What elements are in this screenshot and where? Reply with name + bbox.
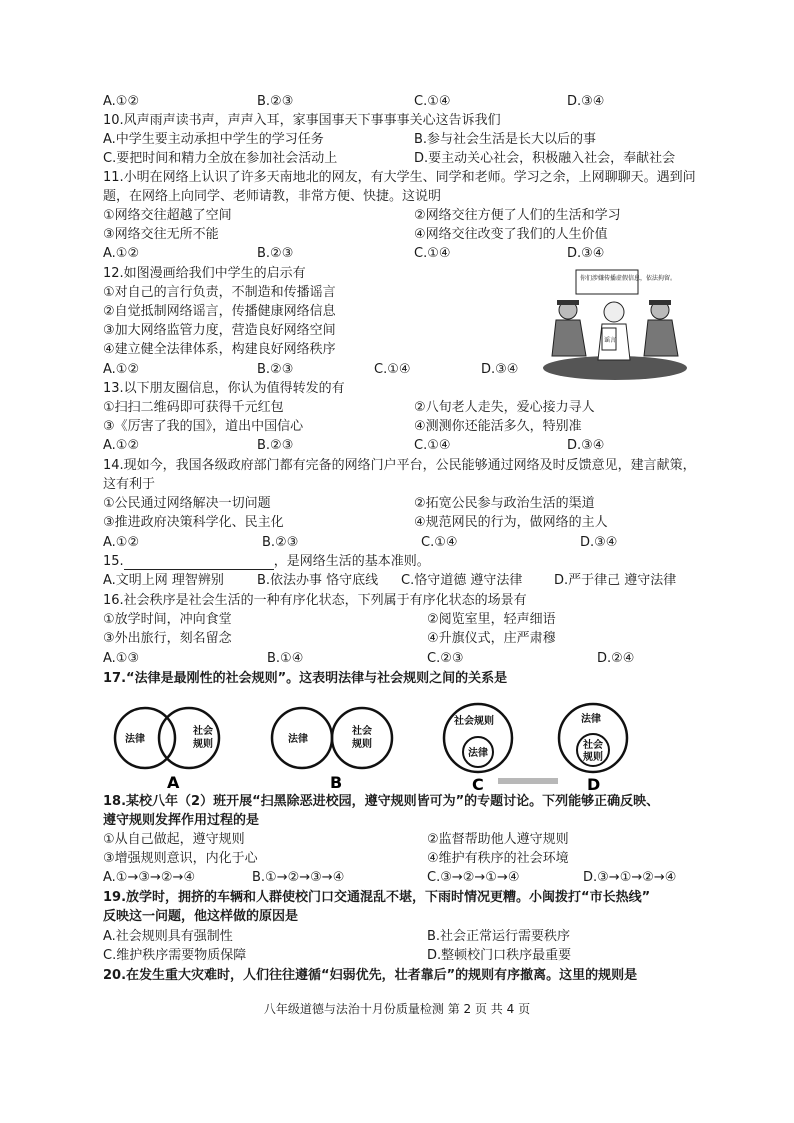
q15-prefix: 15.	[103, 554, 124, 569]
q15-answer-blank[interactable]	[124, 557, 274, 570]
q10-option-d: D.要主动关心社会，积极融入社会，奉献社会	[414, 151, 676, 166]
q11-option-c: C.①④	[414, 246, 451, 261]
q12-option-c: C.①④	[374, 362, 411, 377]
q13-option-d: D.③④	[567, 438, 605, 453]
q19-option-c: C.维护秩序需要物质保障	[103, 948, 247, 963]
q16-item-4: ④升旗仪式，庄严肃穆	[427, 631, 556, 646]
q15-suffix: ，是网络生活的基本准则。	[273, 554, 430, 569]
q14-item-3: ③推进政府决策科学化、民主化	[103, 515, 284, 530]
q12-option-d: D.③④	[481, 362, 519, 377]
q10-stem: 10.风声雨声读书声，声声入耳，家事国事天下事事事关心这告诉我们	[103, 113, 501, 128]
q10-option-a: A.中学生要主动承担中学生的学习任务	[103, 132, 324, 147]
q14-option-c: C.①④	[421, 535, 458, 550]
q13-item-4: ④测测你还能活多久，特别准	[414, 419, 582, 434]
venn-b-rule-2: 规则	[352, 739, 372, 750]
q10-option-c: C.要把时间和精力全放在参加社会活动上	[103, 151, 338, 166]
q16-item-3: ③外出旅行，刻名留念	[103, 631, 232, 646]
q12-option-b: B.②③	[257, 362, 294, 377]
q15-option-a: A.文明上网 理智辨别	[103, 573, 224, 588]
q20-stem: 20.在发生重大灾难时，人们往往遵循“妇弱优先，壮者靠后”的规则有序撤离。这里的规则是	[103, 968, 638, 983]
cartoon-speech-text: 你们涉嫌传播虚假信息，依法拘留。	[580, 275, 677, 282]
q19-option-a: A.社会规则具有强制性	[103, 929, 233, 944]
q13-stem: 13.以下朋友圈信息，你认为值得转发的有	[103, 381, 345, 396]
q14-stem-line2: 这有利于	[103, 477, 156, 492]
venn-a-rule-1: 社会	[193, 726, 213, 737]
q9-option-b: B.②③	[257, 94, 294, 109]
cartoon-sign-text: 谣言	[604, 337, 617, 344]
venn-c-law: 法律	[468, 748, 488, 759]
q13-option-c: C.①④	[414, 438, 451, 453]
venn-diagram-d	[545, 700, 675, 792]
q17-stem: 17.“法律是最刚性的社会规则”。这表明法律与社会规则之间的关系是	[103, 671, 508, 686]
q11-item-1: ①网络交往超越了空间	[103, 208, 232, 223]
q18-item-3: ③增强规则意识，内化于心	[103, 851, 258, 866]
q9-option-c: C.①④	[414, 94, 451, 109]
venn-d-rule-2: 规则	[583, 752, 603, 763]
q11-option-b: B.②③	[257, 246, 294, 261]
q14-option-d: D.③④	[580, 535, 618, 550]
q14-option-b: B.②③	[262, 535, 299, 550]
q12-item-2: ②自觉抵制网络谣言，传播健康网络信息	[103, 304, 336, 319]
q13-item-3: ③《厉害了我的国》，道出中国信心	[103, 419, 304, 434]
q10-option-b: B.参与社会生活是长大以后的事	[414, 132, 597, 147]
q12-stem: 12.如图漫画给我们中学生的启示有	[103, 266, 306, 281]
venn-diagram-a	[103, 700, 233, 792]
q14-item-2: ②拓宽公民参与政治生活的渠道	[414, 496, 595, 511]
q13-item-1: ①扫扫二维码即可获得千元红包	[103, 400, 284, 415]
q9-option-d: D.③④	[567, 94, 605, 109]
q11-item-3: ③网络交往无所不能	[103, 227, 219, 242]
q12-item-4: ④建立健全法律体系，构建良好网络秩序	[103, 342, 336, 357]
q18-option-a: A.①→③→②→④	[103, 870, 196, 885]
q18-item-1: ①从自己做起，遵守规则	[103, 832, 245, 847]
q16-option-c: C.②③	[427, 651, 464, 666]
q18-stem-line1: 18.某校八年（2）班开展“扫黑除恶进校园，遵守规则皆可为”的专题讨论。下列能够正确反映、	[103, 794, 660, 809]
q14-stem-line1: 14.现如今，我国各级政府部门都有完备的网络门户平台，公民能够通过网络及时反馈意见，建言献策，	[103, 458, 696, 473]
venn-d-law: 法律	[581, 714, 601, 725]
q11-option-d: D.③④	[567, 246, 605, 261]
q18-item-2: ②监督帮助他人遵守规则	[427, 832, 569, 847]
q15-option-d: D.严于律己 遵守法律	[554, 573, 677, 588]
q19-option-b: B.社会正常运行需要秩序	[427, 929, 571, 944]
venn-b-law: 法律	[288, 734, 308, 745]
venn-c-rule: 社会规则	[454, 716, 494, 727]
q19-stem-line2: 反映这一问题，他这样做的原因是	[103, 909, 299, 924]
venn-diagram-c	[430, 700, 560, 792]
q14-item-1: ①公民通过网络解决一切问题	[103, 496, 271, 511]
venn-c-letter: C	[472, 775, 484, 792]
q18-item-4: ④维护有秩序的社会环境	[427, 851, 569, 866]
q18-option-d: D.③→①→②→④	[583, 870, 677, 885]
q9-option-a: A.①②	[103, 94, 140, 109]
venn-d-rule-1: 社会	[583, 740, 603, 751]
q12-option-a: A.①②	[103, 362, 140, 377]
q11-stem-line1: 11.小明在网络上认识了许多天南地北的网友，有大学生、同学和老师。学习之余，上网聊聊天。遇到问	[103, 170, 696, 185]
q12-item-1: ①对自己的言行负责，不制造和传播谣言	[103, 285, 336, 300]
q13-option-b: B.②③	[257, 438, 294, 453]
q14-item-4: ④规范网民的行为，做网络的主人	[414, 515, 608, 530]
q19-option-d: D.整顿校门口秩序最重要	[427, 948, 572, 963]
q13-option-a: A.①②	[103, 438, 140, 453]
q13-item-2: ②八旬老人走失，爱心接力寻人	[414, 400, 595, 415]
venn-b-letter: B	[330, 773, 343, 792]
q12-item-3: ③加大网络监管力度，营造良好网络空间	[103, 323, 336, 338]
q11-item-4: ④网络交往改变了我们的人生价值	[414, 227, 608, 242]
q16-item-1: ①放学时间，冲向食堂	[103, 612, 232, 627]
q15-stem	[103, 554, 430, 570]
q11-item-2: ②网络交往方便了人们的生活和学习	[414, 208, 621, 223]
venn-a-law: 法律	[125, 734, 145, 745]
rumor-arrest-cartoon	[540, 268, 690, 380]
q18-option-b: B.①→②→③→④	[252, 870, 345, 885]
venn-d-letter: D	[587, 775, 601, 792]
q15-option-b: B.依法办事 恪守底线	[257, 573, 379, 588]
q16-option-b: B.①④	[267, 651, 304, 666]
venn-b-rule-1: 社会	[352, 726, 372, 737]
q15-option-c: C.恪守道德 遵守法律	[401, 573, 523, 588]
q11-option-a: A.①②	[103, 246, 140, 261]
venn-a-letter: A	[167, 773, 180, 792]
q16-option-a: A.①③	[103, 651, 140, 666]
q19-stem-line1: 19.放学时，拥挤的车辆和人群使校门口交通混乱不堪，下雨时情况更糟。小闽拨打“市长热线”	[103, 890, 651, 905]
q18-stem-line2: 遵守规则发挥作用过程的是	[103, 813, 260, 828]
q18-option-c: C.③→②→①→④	[427, 870, 520, 885]
page-footer: 八年级道德与法治十月份质量检测 第 2 页 共 4 页	[263, 1002, 531, 1016]
q11-stem-line2: 题，在网络上向同学、老师请教，非常方便、快捷。这说明	[103, 189, 442, 204]
venn-a-rule-2: 规则	[193, 739, 213, 750]
q14-option-a: A.①②	[103, 535, 140, 550]
q16-stem: 16.社会秩序是社会生活的一种有序化状态，下列属于有序化状态的场景有	[103, 593, 527, 608]
q16-option-d: D.②④	[597, 651, 635, 666]
venn-diagram-b	[266, 700, 396, 792]
q16-item-2: ②阅览室里，轻声细语	[427, 612, 556, 627]
